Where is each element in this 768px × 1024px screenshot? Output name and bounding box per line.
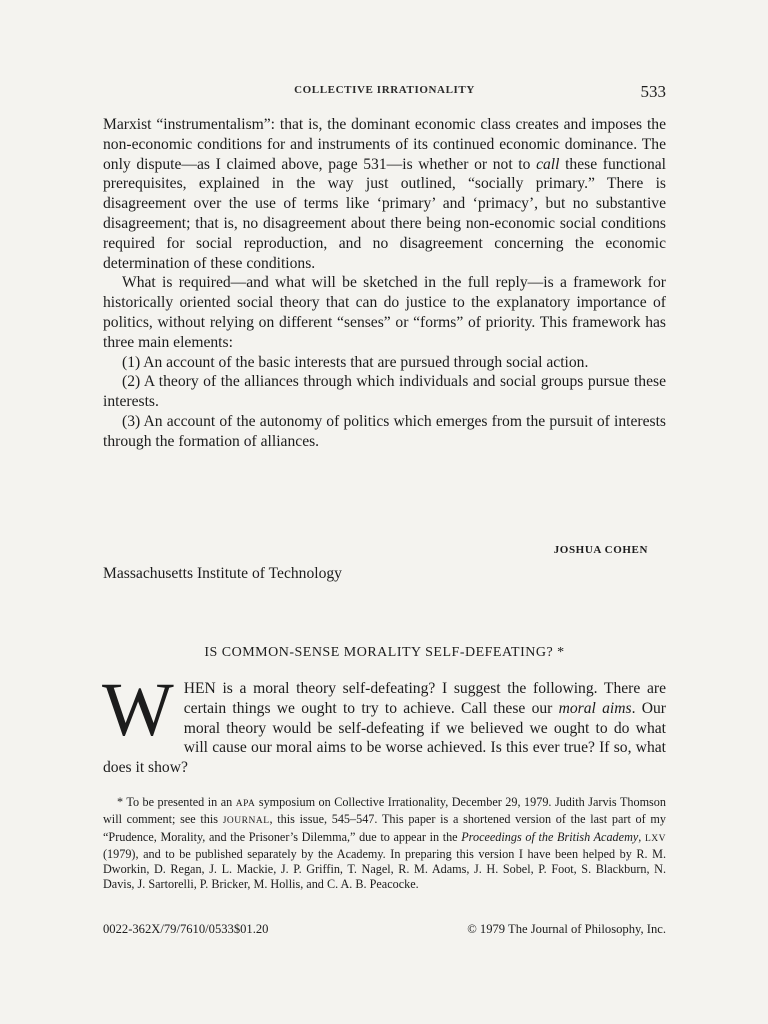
author-signature: JOSHUA COHEN — [553, 544, 648, 556]
reply-body — [103, 115, 666, 452]
journal-smallcaps: JOURNAL — [222, 816, 270, 827]
page-number: 533 — [640, 82, 666, 101]
running-head — [103, 82, 666, 104]
issn-code: 0022-362X/79/7610/0533$01.20 — [103, 922, 269, 936]
proceedings-title: Proceedings of the British Academy — [461, 829, 639, 844]
apa-smallcaps: APA — [235, 799, 256, 809]
article-title: IS COMMON-SENSE MORALITY SELF-DEFEATING? * — [204, 645, 565, 660]
drop-cap: W — [102, 668, 174, 752]
emphasis-moral-aims: moral aims — [558, 699, 632, 717]
list-item: (2) A theory of the alliances through which individuals and social groups pursue these interests. — [103, 373, 666, 411]
article-opening-paragraph: WHEN is a moral theory self-defeating? I suggest the following. There are certain things we ought to try to achieve. Call these our moral aims. Our moral theory would be self-defeating if we believed we ought to do what will cause our moral aims to be worse achieved. Is this ever true? If so, what does it show? — [102, 668, 666, 777]
volume-number: LXV — [644, 833, 667, 844]
emphasis-call: call — [536, 155, 560, 173]
list-item: (1) An account of the basic interests that are pursued through social action. — [122, 353, 589, 371]
author-affiliation: Massachusetts Institute of Technology — [103, 565, 342, 582]
running-title: COLLECTIVE IRRATIONALITY — [294, 84, 475, 96]
copyright-notice: © 1979 The Journal of Philosophy, Inc. — [467, 922, 666, 936]
list-item: (3) An account of the autonomy of politics which emerges from the pursuit of interests through the formation of alliances. — [103, 412, 666, 450]
paragraph-marxist-instrumentalism: Marxist “instrumentalism”: that is, the dominant economic class creates and imposes the non-economic conditions for and instruments of its continued economic dominance. The only dispute—as I claimed above, page 531—is whether or not to call these functional prerequisites, explained in the way just outlined, “socially primary.” There is disagreement over the use of terms like ‘primary’ and ‘primacy’, but no substantive disagreement; that is, no disagreement about there being non-economic social conditions required for social reproduction, and no disagreement concerning the economic determination of these conditions. — [103, 116, 666, 272]
footnote: * To be presented in an APA symposium on Collective Irrationality, December 29, 1979. Judith Jarvis Thomson will comment; see this JOURNAL, this issue, 545–547. This paper is a shortened version of the last part of my “Prudence, Morality, and the Prisoner’s Dilemma,” due to appear in the Proceedings of the British Academy, LXV (1979), and to be published separately by the Academy. In preparing this version I have been helped by R. M. Dworkin, D. Regan, J. L. Mackie, J. P. Griffin, T. Nagel, R. M. Adams, J. H. Sobel, P. Foot, S. Blackburn, N. Davis, J. Sartorelli, P. Bricker, M. Hollis, and C. A. B. Peacocke. — [103, 795, 667, 892]
paragraph-framework: What is required—and what will be sketched in the full reply—is a framework for historically oriented social theory that can do justice to the explanatory importance of politics, without relying on different “senses” or “forms” of priority. This framework has three main elements: — [103, 274, 666, 351]
